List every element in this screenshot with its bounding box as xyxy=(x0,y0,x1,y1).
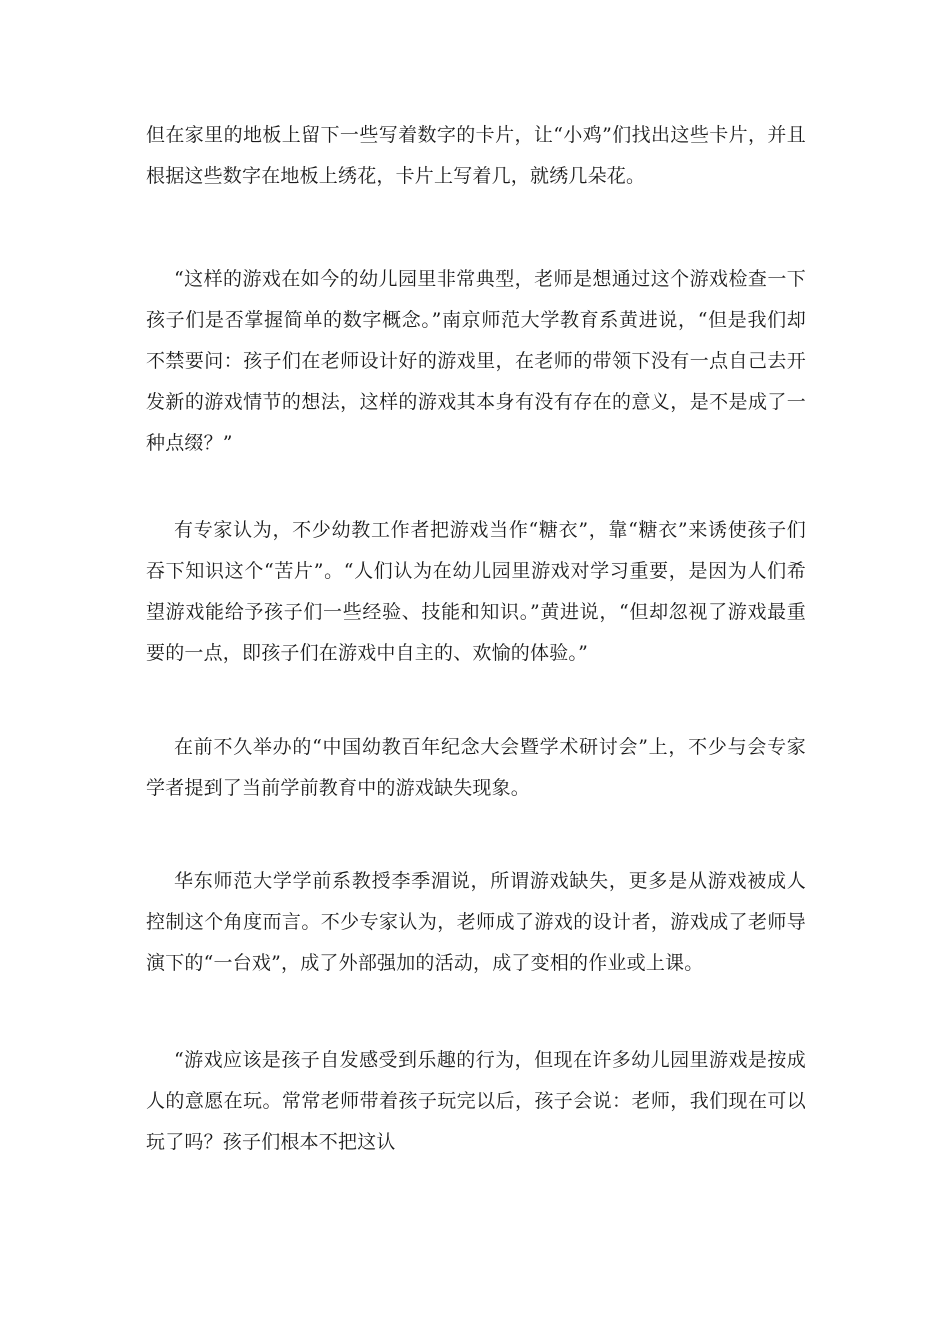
body-paragraph: 但在家里的地板上留下一些写着数字的卡片，让“小鸡”们找出这些卡片，并且根据这些数字在地板上绣花，卡片上写着几，就绣几朵花。 xyxy=(146,124,806,187)
body-paragraph: “这样的游戏在如今的幼儿园里非常典型，老师是想通过这个游戏检查一下孩子们是否掌握简单的数字概念。”南京师范大学教育系黄进说，“但是我们却不禁要问：孩子们在老师设计好的游戏里，在老师的带领下没有一点自己去开发新的游戏情节的想法，这样的游戏其本身有没有存在的意义，是不是成了一种点缀？” xyxy=(146,268,806,454)
body-paragraph: “游戏应该是孩子自发感受到乐趣的行为，但现在许多幼儿园里游戏是按成人的意愿在玩。常常老师带着孩子玩完以后，孩子会说：老师，我们现在可以玩了吗？孩子们根本不把这认 xyxy=(146,1049,806,1153)
body-paragraph: 有专家认为，不少幼教工作者把游戏当作“糖衣”，靠“糖衣”来诱使孩子们吞下知识这个“苦片”。“人们认为在幼儿园里游戏对学习重要，是因为人们希望游戏能给予孩子们一些经验、技能和知识。”黄进说，“但却忽视了游戏最重要的一点，即孩子们在游戏中自主的、欢愉的体验。” xyxy=(146,519,806,664)
body-paragraph: 华东师范大学学前系教授李季湄说，所谓游戏缺失，更多是从游戏被成人控制这个角度而言。不少专家认为，老师成了游戏的设计者，游戏成了老师导演下的“一台戏”，成了外部强加的活动，成了变相的作业或上课。 xyxy=(146,870,806,974)
body-paragraph: 在前不久举办的“中国幼教百年纪念大会暨学术研讨会”上，不少与会专家学者提到了当前学前教育中的游戏缺失现象。 xyxy=(146,736,806,799)
